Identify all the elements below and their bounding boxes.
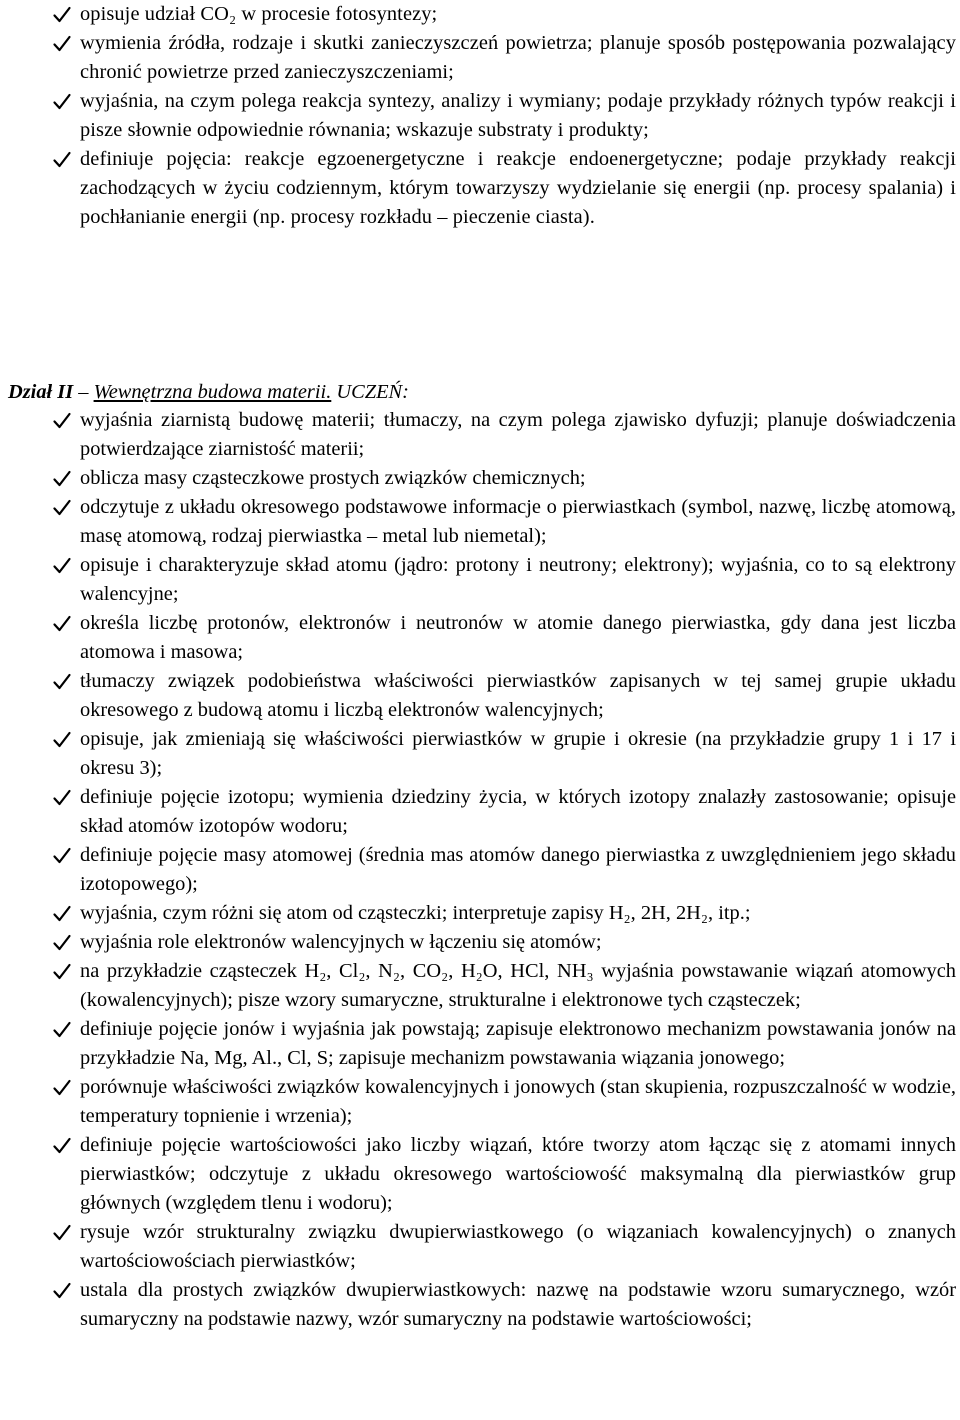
list-item (0, 841, 960, 899)
section-subject: UCZEŃ: (336, 381, 409, 403)
list-item (0, 1073, 960, 1131)
list-item (0, 609, 960, 667)
list-item (0, 928, 960, 957)
checkmark-icon (52, 87, 76, 116)
list-item-text: tłumaczy związek podobieństwa właściwości pierwiastków zapisanych w tej samej grupie układu okresowego z budową atomu i liczbą elektronów walencyjnych; (80, 670, 956, 721)
objectives-list-part-1 (0, 0, 960, 232)
checkmark-icon (52, 609, 76, 638)
list-item (0, 725, 960, 783)
list-item (0, 1015, 960, 1073)
list-item (0, 0, 960, 29)
section-title: Wewnętrzna budowa materii. (93, 381, 332, 403)
checkmark-icon (52, 725, 76, 754)
list-item (0, 87, 960, 145)
list-item-text: odczytuje z układu okresowego podstawowe informacje o pierwiastkach (symbol, nazwę, liczbę atomową, masę atomową, rodzaj pierwiastka – metal lub niemetal); (80, 496, 956, 547)
list-item (0, 145, 960, 232)
list-item (0, 29, 960, 87)
checkmark-icon (52, 29, 76, 58)
checkmark-icon (52, 783, 76, 812)
list-item-text: opisuje udział CO₂ w procesie fotosyntezy; (80, 3, 438, 25)
list-item (0, 406, 960, 464)
checkmark-icon (52, 1218, 76, 1247)
list-item-text: ustala dla prostych związków dwupierwiastkowych: nazwę na podstawie wzoru sumarycznego, wzór sumaryczny na podstawie nazwy, wzór sumaryczny na podstawie wartościowości; (80, 1279, 956, 1330)
checkmark-icon (52, 928, 76, 957)
list-item-text: określa liczbę protonów, elektronów i neutronów w atomie danego pierwiastka, gdy dana jest liczba atomowa i masowa; (80, 612, 956, 663)
list-item-text: definiuje pojęcie izotopu; wymienia dziedziny życia, w których izotopy znalazły zastosowanie; opisuje skład atomów izotopów wodoru; (80, 786, 956, 837)
list-item (0, 667, 960, 725)
checkmark-icon (52, 464, 76, 493)
list-item (0, 464, 960, 493)
checkmark-icon (52, 145, 76, 174)
checkmark-icon (52, 957, 76, 986)
list-item-text: wyjaśnia role elektronów walencyjnych w łączeniu się atomów; (80, 931, 602, 953)
list-item-text: wymienia źródła, rodzaje i skutki zanieczyszczeń powietrza; planuje sposób postępowania pozwalający chronić powietrze przed zanieczyszczeniami; (80, 32, 956, 83)
list-item-text: definiuje pojęcie wartościowości jako liczby wiązań, które tworzy atom łącząc się z atomami innych pierwiastków; odczytuje z układu okresowego wartościowość maksymalną dla pierwiastków grup głównych (względem tlenu i wodoru); (80, 1134, 956, 1214)
checkmark-icon (52, 1131, 76, 1160)
list-item-text: opisuje, jak zmieniają się właściwości pierwiastków w grupie i okresie (na przykładzie grupy 1 i 17 i okresu 3); (80, 728, 956, 779)
checkmark-icon (52, 493, 76, 522)
list-item (0, 1276, 960, 1334)
list-item-text: porównuje właściwości związków kowalencyjnych i jonowych (stan skupienia, rozpuszczalność w wodzie, temperatury topnienie i wrzenia); (80, 1076, 956, 1127)
section-dash: – (78, 381, 89, 403)
list-item (0, 493, 960, 551)
section-heading (8, 378, 409, 407)
checkmark-icon (52, 0, 76, 29)
list-item-text: opisuje i charakteryzuje skład atomu (jądro: protony i neutrony; elektrony); wyjaśnia, co to są elektrony walencyjne; (80, 554, 956, 605)
checkmark-icon (52, 1073, 76, 1102)
list-item-text: definiuje pojęcie masy atomowej (średnia mas atomów danego pierwiastka z uwzględnieniem jego składu izotopowego); (80, 844, 956, 895)
checkmark-icon (52, 667, 76, 696)
checkmark-icon (52, 841, 76, 870)
checkmark-icon (52, 551, 76, 580)
list-item (0, 1218, 960, 1276)
section-label: Dział II (8, 381, 74, 403)
list-item (0, 957, 960, 1015)
list-item (0, 783, 960, 841)
checkmark-icon (52, 1276, 76, 1305)
objectives-list-part-2 (0, 406, 960, 1334)
list-item-text: na przykładzie cząsteczek H₂, Cl₂, N₂, CO₂, H₂O, HCl, NH₃ wyjaśnia powstawanie wiązań atomowych (kowalencyjnych); pisze wzory sumaryczne, strukturalne i elektronowe tych cząsteczek; (80, 960, 956, 1011)
list-item-text: wyjaśnia, na czym polega reakcja syntezy, analizy i wymiany; podaje przykłady różnych typów reakcji i pisze słownie odpowiednie równania; wskazuje substraty i produkty; (80, 90, 956, 141)
list-item-text: wyjaśnia, czym różni się atom od cząsteczki; interpretuje zapisy H₂, 2H, 2H₂, itp.; (80, 902, 751, 924)
list-item-text: oblicza masy cząsteczkowe prostych związków chemicznych; (80, 467, 586, 489)
checkmark-icon (52, 899, 76, 928)
checkmark-icon (52, 406, 76, 435)
list-item-text: rysuje wzór strukturalny związku dwupierwiastkowego (o wiązaniach kowalencyjnych) o znanych wartościowościach pierwiastków; (80, 1221, 956, 1272)
checkmark-icon (52, 1015, 76, 1044)
list-item (0, 1131, 960, 1218)
list-item-text: wyjaśnia ziarnistą budowę materii; tłumaczy, na czym polega zjawisko dyfuzji; planuje doświadczenia potwierdzające ziarnistość materii; (80, 409, 956, 460)
list-item-text: definiuje pojęcie jonów i wyjaśnia jak powstają; zapisuje elektronowo mechanizm powstawania jonów na przykładzie Na, Mg, Al., Cl, S; zapisuje mechanizm powstawania wiązania jonowego; (80, 1018, 956, 1069)
list-item (0, 899, 960, 928)
list-item-text: definiuje pojęcia: reakcje egzoenergetyczne i reakcje endoenergetyczne; podaje przykłady reakcji zachodzących w życiu codziennym, którym towarzyszy wydzielanie się energii (np. procesy spalania) i pochłanianie energii (np. procesy rozkładu – pieczenie ciasta). (80, 148, 956, 228)
list-item (0, 551, 960, 609)
